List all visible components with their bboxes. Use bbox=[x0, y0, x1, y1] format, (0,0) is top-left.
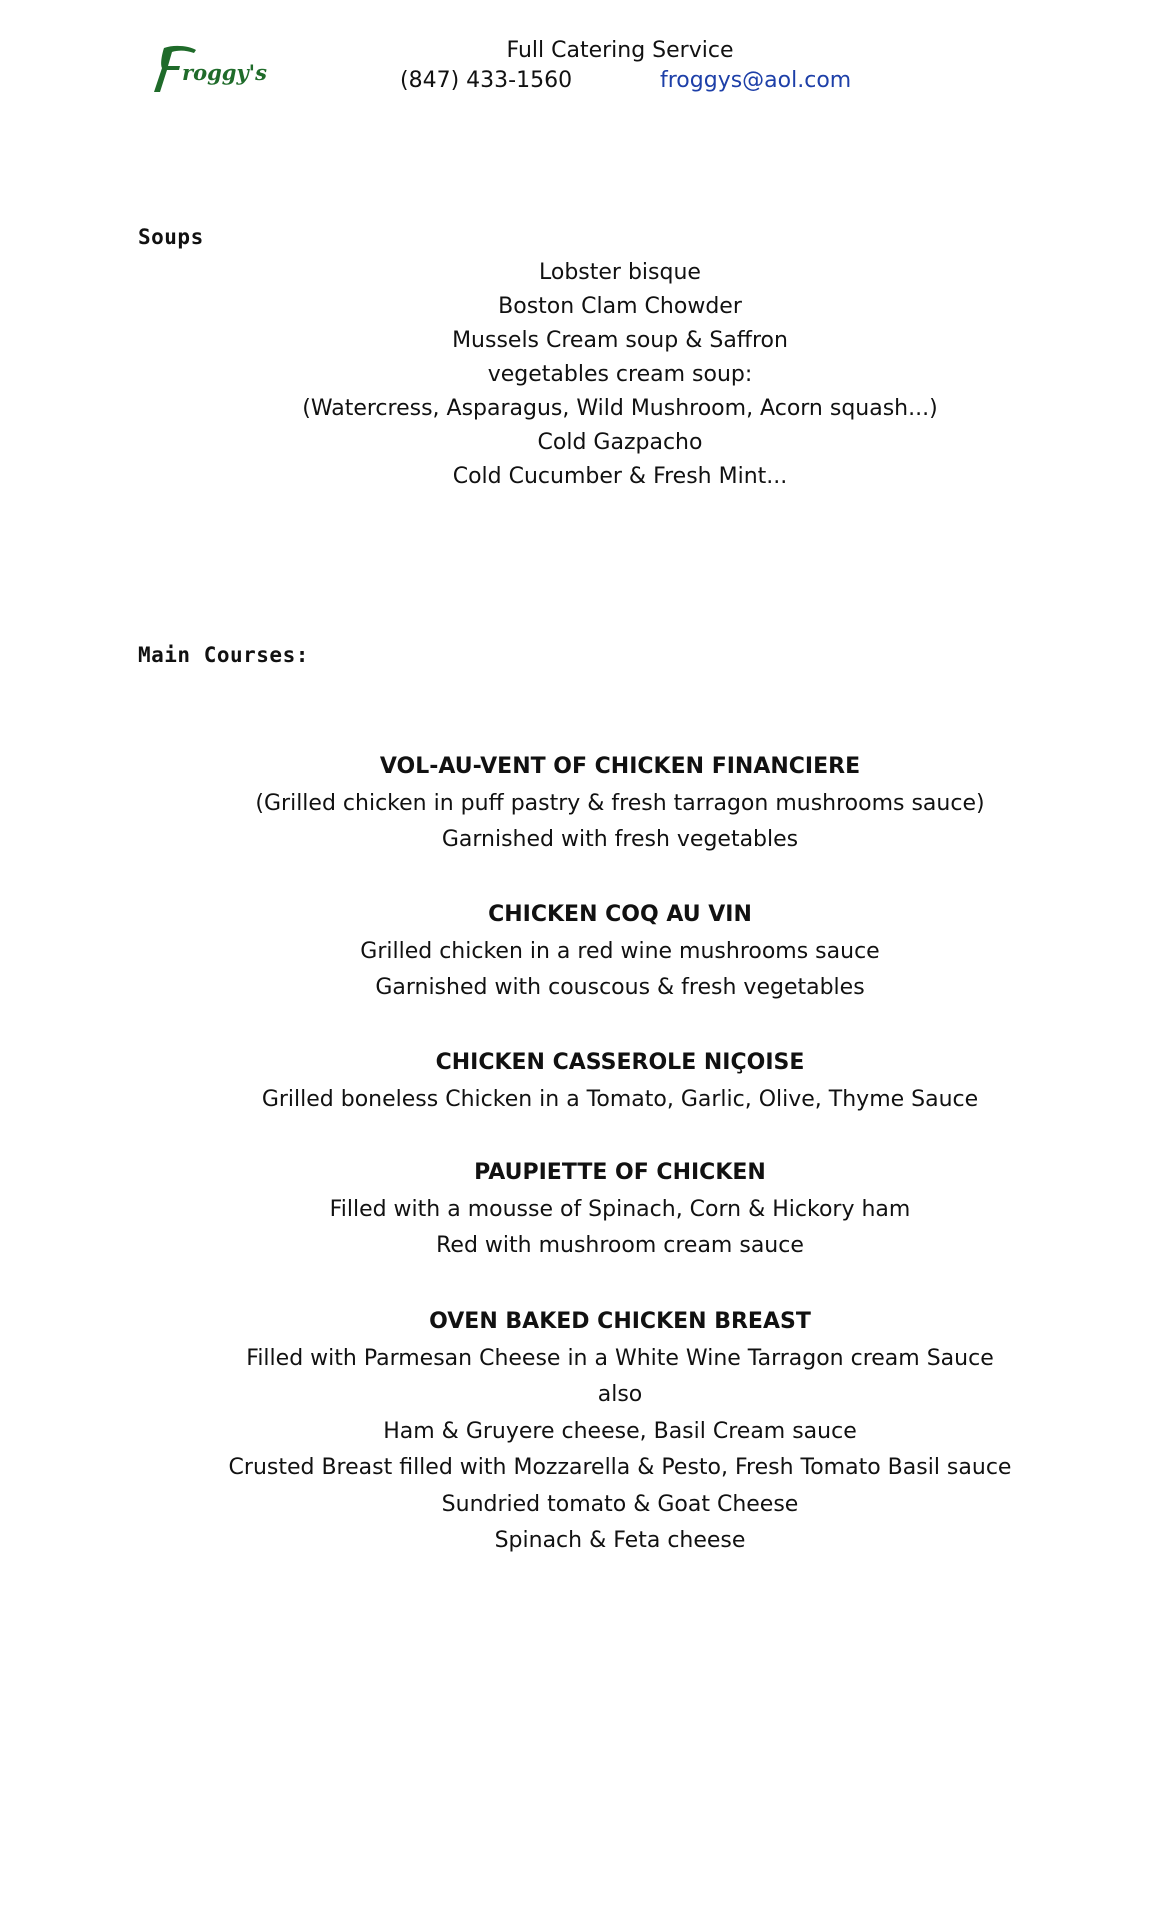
dish-description: Spinach & Feta cheese bbox=[494, 1528, 746, 1553]
soup-item: (Watercress, Asparagus, Wild Mushroom, Acorn squash...) bbox=[302, 396, 938, 421]
dish-coq-au-vin bbox=[160, 897, 1080, 1007]
dish-description: Garnished with couscous & fresh vegetables bbox=[375, 975, 865, 1000]
email-link[interactable]: froggys@aol.com bbox=[660, 68, 852, 93]
soup-item: Cold Gazpacho bbox=[537, 430, 703, 455]
dish-description: Crusted Breast filled with Mozzarella & Pesto, Fresh Tomato Basil sauce bbox=[228, 1455, 1012, 1480]
dish-paupiette bbox=[160, 1155, 1080, 1265]
dish-description: Sundried tomato & Goat Cheese bbox=[441, 1491, 799, 1517]
dish-description: also bbox=[597, 1382, 643, 1407]
phone-number: (847) 433-1560 bbox=[400, 68, 573, 93]
soup-item: Mussels Cream soup & Saffron bbox=[452, 328, 788, 353]
soups-heading: Soups bbox=[138, 225, 204, 249]
dish-description: Grilled boneless Chicken in a Tomato, Garlic, Olive, Thyme Sauce bbox=[261, 1086, 979, 1112]
dish-description: (Grilled chicken in puff pastry & fresh tarragon mushrooms sauce) bbox=[255, 790, 985, 816]
dish-name: CHICKEN CASSEROLE NIÇOISE bbox=[435, 1050, 805, 1075]
dish-description: Ham & Gruyere cheese, Basil Cream sauce bbox=[383, 1418, 857, 1444]
dish-name: CHICKEN COQ AU VIN bbox=[488, 902, 752, 927]
dish-oven-baked-breast bbox=[160, 1304, 1080, 1560]
dish-name: PAUPIETTE OF CHICKEN bbox=[474, 1160, 766, 1185]
service-title: Full Catering Service bbox=[506, 38, 734, 63]
soups-list bbox=[160, 256, 1080, 494]
soup-item: Cold Cucumber & Fresh Mint... bbox=[452, 464, 788, 489]
dish-description: Garnished with fresh vegetables bbox=[441, 827, 799, 852]
dish-casserole-nicoise bbox=[160, 1045, 1080, 1118]
soup-item: Lobster bisque bbox=[539, 260, 701, 285]
soup-item: Boston Clam Chowder bbox=[498, 294, 742, 319]
dish-description: Filled with Parmesan Cheese in a White Wine Tarragon cream Sauce bbox=[246, 1345, 994, 1371]
dish-vol-au-vent bbox=[160, 749, 1080, 859]
dish-description: Filled with a mousse of Spinach, Corn & Hickory ham bbox=[329, 1196, 911, 1222]
dish-name: VOL-AU-VENT OF CHICKEN FINANCIERE bbox=[379, 754, 861, 779]
main-courses-heading: Main Courses: bbox=[138, 643, 309, 667]
dish-name: OVEN BAKED CHICKEN BREAST bbox=[429, 1309, 811, 1334]
logo-wordmark: roggy's bbox=[182, 60, 267, 85]
soup-item: vegetables cream soup: bbox=[487, 362, 753, 387]
dish-description: Red with mushroom cream sauce bbox=[436, 1233, 804, 1258]
dish-description: Grilled chicken in a red wine mushrooms sauce bbox=[360, 938, 880, 964]
